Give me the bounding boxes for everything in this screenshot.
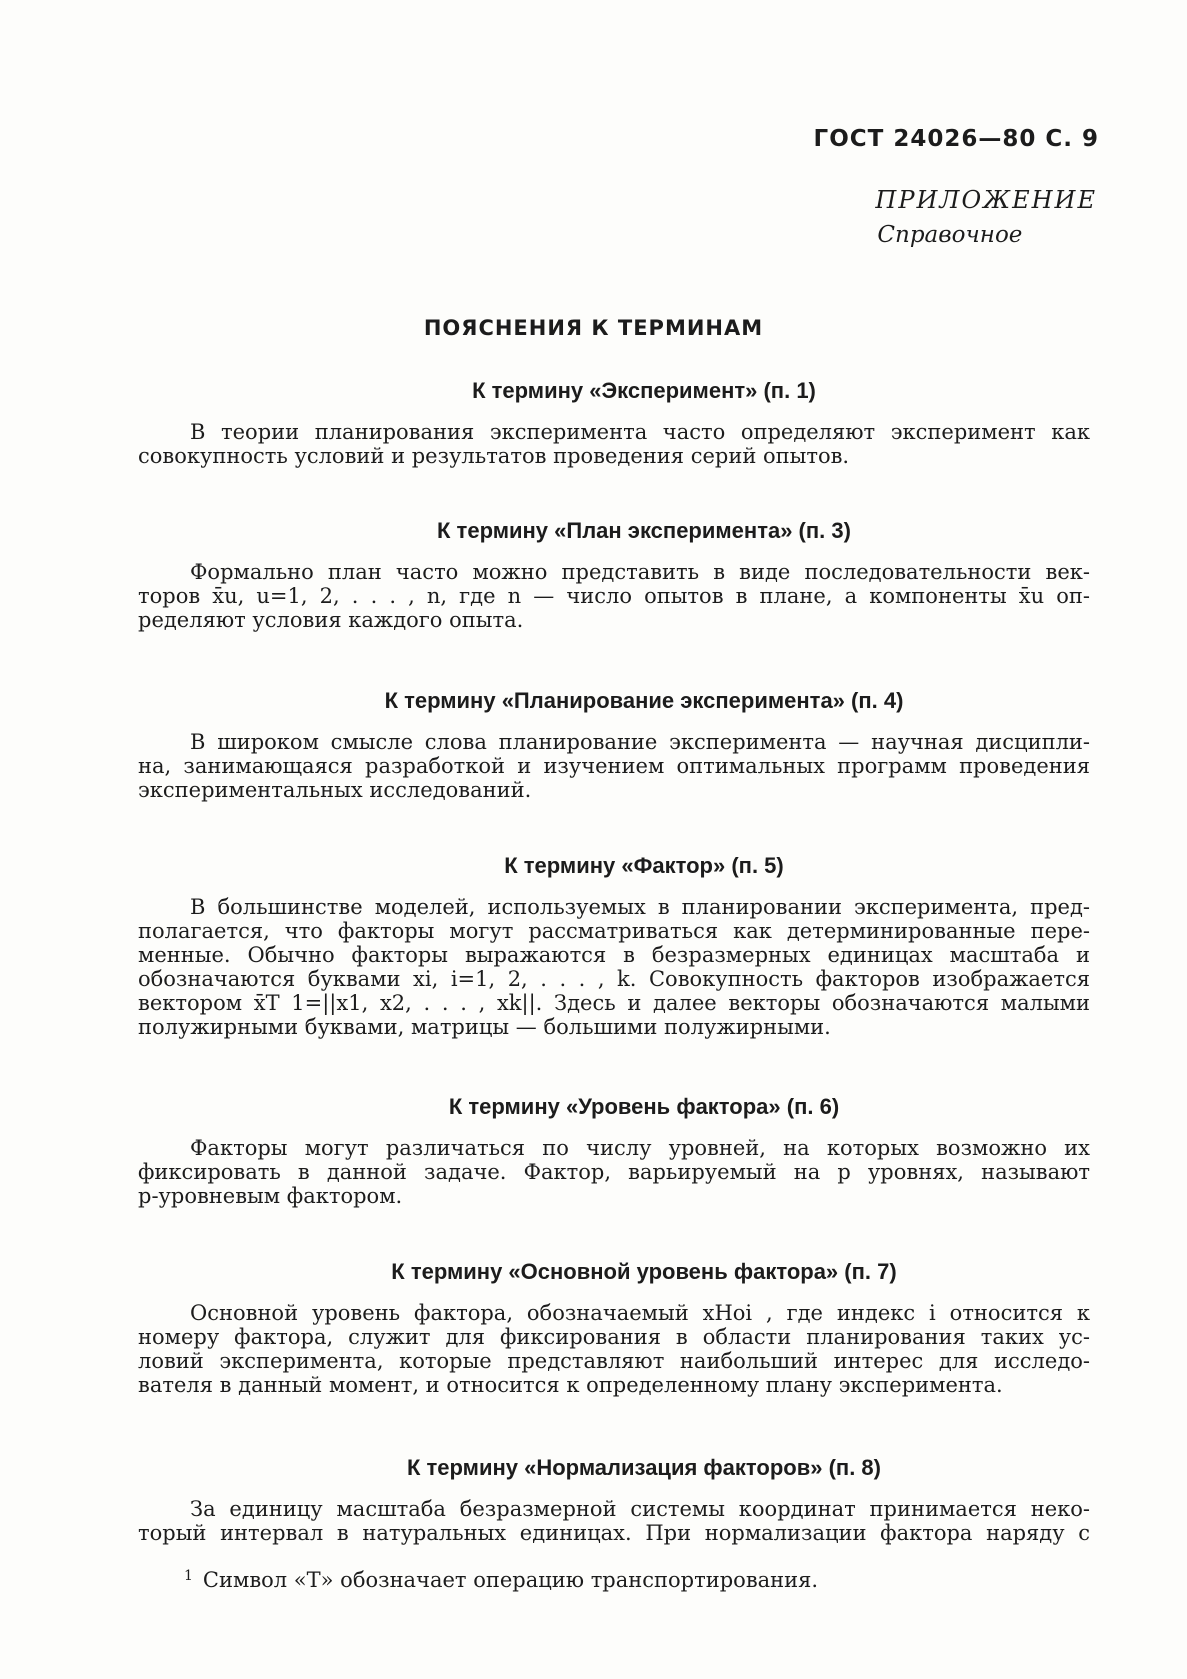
footnote-text: Символ «Т» обозначает операцию транспортирования. (202, 1568, 819, 1592)
term-section-factor (138, 853, 1090, 1039)
term-section-base-factor-level (138, 1259, 1090, 1397)
standard-header: ГОСТ 24026—80 С. 9 (813, 126, 1099, 152)
body-line: торый интервал в натуральных единицах. При нормализации фактора наряду с (138, 1521, 1090, 1545)
body-line: обозначаются буквами xi, i=1, 2, . . . , k. Совокупность факторов изображается (138, 967, 1090, 991)
section-body (138, 420, 1090, 468)
section-title: К термину «Нормализация факторов» (п. 8) (406, 1455, 881, 1480)
body-line: совокупность условий и результатов проведения серий опытов. (138, 444, 850, 468)
section-title: К термину «Эксперимент» (п. 1) (472, 378, 816, 403)
term-section-experiment-planning (138, 688, 1090, 802)
body-line: В широком смысле слова планирование эксперимента — научная дисципли- (190, 730, 1090, 754)
body-line: торов x̄u, u=1, 2, . . . , n, где n — число опытов в плане, а компоненты x̄u оп- (138, 584, 1090, 608)
term-section-factor-level (138, 1094, 1090, 1208)
term-section-experiment-plan (138, 518, 1090, 632)
section-title: К термину «Фактор» (п. 5) (504, 853, 784, 878)
annex-label (875, 186, 1097, 248)
body-line: вателя в данный момент, и относится к определенному плану эксперимента. (138, 1373, 1003, 1397)
body-line: p-уровневым фактором. (138, 1184, 403, 1208)
section-body (138, 730, 1090, 802)
body-line: В большинстве моделей, используемых в планировании эксперимента, пред- (190, 895, 1090, 919)
body-line: Формально план часто можно представить в виде последовательности век- (190, 560, 1090, 584)
term-section-factor-normalization (138, 1455, 1090, 1545)
body-line: на, занимающаяся разработкой и изучением оптимальных программ проведения (138, 754, 1090, 778)
body-line: менные. Обычно факторы выражаются в безразмерных единицах масштаба и (138, 943, 1090, 967)
body-line: В теории планирования эксперимента часто определяют эксперимент как (190, 420, 1090, 444)
section-body (138, 1497, 1090, 1545)
section-body (138, 1301, 1090, 1397)
body-line: фиксировать в данной задаче. Фактор, варьируемый на p уровнях, называют (138, 1160, 1090, 1184)
body-line: За единицу масштаба безразмерной системы координат принимается неко- (190, 1497, 1090, 1521)
body-line: ределяют условия каждого опыта. (138, 608, 524, 632)
page-title: ПОЯСНЕНИЯ К ТЕРМИНАМ (423, 316, 764, 340)
body-line: ловий эксперимента, которые представляют наибольший интерес для исследо- (138, 1349, 1090, 1373)
section-title: К термину «Основной уровень фактора» (п. 7) (391, 1259, 897, 1284)
body-line: Факторы могут различаться по числу уровней, на которых возможно их (190, 1136, 1090, 1160)
body-line: полужирными буквами, матрицы — большими полужирными. (138, 1015, 831, 1039)
footnote (184, 1568, 818, 1592)
section-body (138, 895, 1090, 1039)
section-title: К термину «План эксперимента» (п. 3) (437, 518, 851, 543)
body-line: полагается, что факторы могут рассматриваться как детерминированные пере- (138, 919, 1090, 943)
term-section-experiment (138, 378, 1090, 468)
body-line: номеру фактора, служит для фиксирования в области планирования таких ус- (138, 1325, 1090, 1349)
body-line: вектором x̄T 1=||x1, x2, . . . , xk||. Здесь и далее векторы обозначаются малыми (138, 991, 1090, 1015)
annex-title: ПРИЛОЖЕНИЕ (875, 186, 1097, 214)
section-body (138, 1136, 1090, 1208)
section-body (138, 560, 1090, 632)
body-line: Основной уровень фактора, обозначаемый xHoi , где индекс i относится к (190, 1301, 1090, 1325)
section-title: К термину «Планирование эксперимента» (п. 4) (384, 688, 904, 713)
section-title: К термину «Уровень фактора» (п. 6) (448, 1094, 840, 1119)
body-line: экспериментальных исследований. (138, 778, 532, 802)
annex-subtitle: Справочное (877, 222, 1023, 248)
footnote-mark: 1 (184, 1568, 193, 1584)
